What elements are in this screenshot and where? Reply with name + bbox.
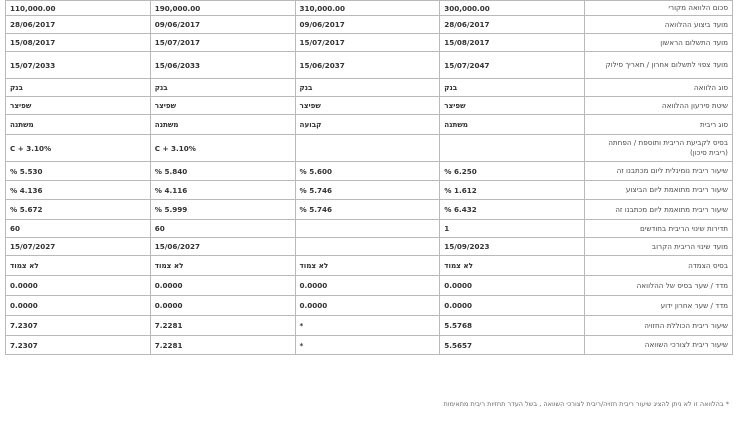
table-cell: 60	[6, 220, 151, 238]
table-cell: 60	[150, 220, 295, 238]
table-cell: לא צמוד	[440, 256, 585, 276]
row-label: בסיס הצמדה	[585, 256, 733, 276]
table-cell: 1	[440, 220, 585, 238]
table-cell: 15/07/2033	[6, 52, 151, 79]
table-row	[6, 181, 733, 200]
table-cell: לא צמוד	[295, 256, 440, 276]
table-cell: 15/09/2023	[440, 238, 585, 256]
table-cell: לא צמוד	[150, 256, 295, 276]
table-row	[6, 200, 733, 220]
table-cell: 0.0000	[6, 296, 151, 316]
table-cell	[295, 220, 440, 238]
table-row	[6, 79, 733, 97]
table-cell: C + 3.10%	[6, 135, 151, 162]
table-cell: קבועה	[295, 115, 440, 135]
table-cell: 15/07/2017	[295, 34, 440, 52]
table-cell	[440, 135, 585, 162]
table-row	[6, 316, 733, 336]
table-cell	[295, 135, 440, 162]
row-label: שיעור ריבית מתואמת ליום מכתבנו זה	[585, 200, 733, 220]
table-row	[6, 135, 733, 162]
row-label: תדירות שינוי הריבית בחודשים	[585, 220, 733, 238]
table-row	[6, 115, 733, 135]
row-label: מועד התשלום הראשון	[585, 34, 733, 52]
table-cell: 15/06/2033	[150, 52, 295, 79]
table-cell: 5.672 %	[6, 200, 151, 220]
table-cell: 0.0000	[440, 296, 585, 316]
table-cell: 5.746 %	[295, 181, 440, 200]
table-cell: 28/06/2017	[440, 16, 585, 34]
table-cell: 15/07/2027	[6, 238, 151, 256]
table-cell: 15/07/2047	[440, 52, 585, 79]
row-label: מדד / שער אחרון ידוע	[585, 296, 733, 316]
table-row	[6, 1, 733, 16]
table-cell	[295, 238, 440, 256]
table-cell: 7.2307	[6, 336, 151, 355]
table-cell: 7.2281	[150, 336, 295, 355]
footnote: * בהלוואה זו לא ניתן להציג שיעור ריבית חזויה/ריבית לצורכי השוואה , בשל העדר תחזיות ריבית מתאימות	[443, 400, 729, 408]
table-cell: 15/08/2017	[440, 34, 585, 52]
table-cell: 5.530 %	[6, 162, 151, 181]
table-cell: 0.0000	[440, 276, 585, 296]
table-cell: 7.2307	[6, 316, 151, 336]
table-cell: 15/07/2017	[150, 34, 295, 52]
table-cell: משתנה	[150, 115, 295, 135]
table-cell: 5.5657	[440, 336, 585, 355]
table-cell: 0.0000	[150, 276, 295, 296]
row-label: בסיס לקביעת הריבית ותוספת / הפחתה (ריבית סיכון)	[585, 135, 733, 162]
table-row	[6, 256, 733, 276]
row-label: מועד צפוי לתשלום אחרון / תאריך סילוק	[585, 52, 733, 79]
table-cell: 0.0000	[150, 296, 295, 316]
table-row	[6, 97, 733, 115]
table-cell: שפיצר	[295, 97, 440, 115]
table-cell: בנק	[295, 79, 440, 97]
table-cell: 4.136 %	[6, 181, 151, 200]
table-row	[6, 34, 733, 52]
row-label: שיעור ריבית הכוללת החזויה	[585, 316, 733, 336]
table-row	[6, 336, 733, 355]
row-label: שיעור ריבית לצורכי השוואה	[585, 336, 733, 355]
loans-table	[5, 0, 733, 355]
row-label: סוג הלוואה	[585, 79, 733, 97]
table-cell: 5.5768	[440, 316, 585, 336]
table-cell: C + 3.10%	[150, 135, 295, 162]
table-cell: 5.840 %	[150, 162, 295, 181]
table-row	[6, 296, 733, 316]
table-row	[6, 52, 733, 79]
row-label: שיעור ריבית נומינלית ליום מכתבנו זה	[585, 162, 733, 181]
table-cell: 09/06/2017	[150, 16, 295, 34]
table-cell: בנק	[150, 79, 295, 97]
table-cell: שפיצר	[150, 97, 295, 115]
loans-table-body	[6, 1, 733, 355]
table-row	[6, 162, 733, 181]
table-cell: 0.0000	[295, 276, 440, 296]
table-cell: 5.746 %	[295, 200, 440, 220]
table-cell: 09/06/2017	[295, 16, 440, 34]
table-cell: 15/06/2037	[295, 52, 440, 79]
row-label: מועד ביצוע ההלוואה	[585, 16, 733, 34]
table-cell: 15/08/2017	[6, 34, 151, 52]
table-cell: בנק	[440, 79, 585, 97]
row-label: מועד שינוי הריבית הקרוב	[585, 238, 733, 256]
row-label: שיעור ריבית מתואמת ליום הביצוע	[585, 181, 733, 200]
table-cell: *	[295, 316, 440, 336]
table-cell: 1.612 %	[440, 181, 585, 200]
table-cell: 7.2281	[150, 316, 295, 336]
table-row	[6, 220, 733, 238]
table-cell: 6.432 %	[440, 200, 585, 220]
table-cell: שפיצר	[440, 97, 585, 115]
table-cell: 15/06/2027	[150, 238, 295, 256]
table-cell: 5.999 %	[150, 200, 295, 220]
table-cell: 310,000.00	[295, 1, 440, 16]
row-label: שיטת פירעון ההלוואה	[585, 97, 733, 115]
table-cell: משתנה	[440, 115, 585, 135]
table-cell: 190,000.00	[150, 1, 295, 16]
table-cell: 0.0000	[6, 276, 151, 296]
table-cell: 110,000.00	[6, 1, 151, 16]
row-label: מדד / שער בסיס של ההלוואה	[585, 276, 733, 296]
table-cell: 28/06/2017	[6, 16, 151, 34]
table-cell: 5.600 %	[295, 162, 440, 181]
table-cell: משתנה	[6, 115, 151, 135]
table-cell: 4.116 %	[150, 181, 295, 200]
table-cell: שפיצר	[6, 97, 151, 115]
table-cell: לא צמוד	[6, 256, 151, 276]
row-label: סכום הלוואה מקורי	[585, 1, 733, 16]
table-cell: 300,000.00	[440, 1, 585, 16]
row-label: סוג ריבית	[585, 115, 733, 135]
table-row	[6, 276, 733, 296]
table-row	[6, 16, 733, 34]
table-cell: 0.0000	[295, 296, 440, 316]
table-cell: *	[295, 336, 440, 355]
table-row	[6, 238, 733, 256]
table-cell: בנק	[6, 79, 151, 97]
table-cell: 6.250 %	[440, 162, 585, 181]
